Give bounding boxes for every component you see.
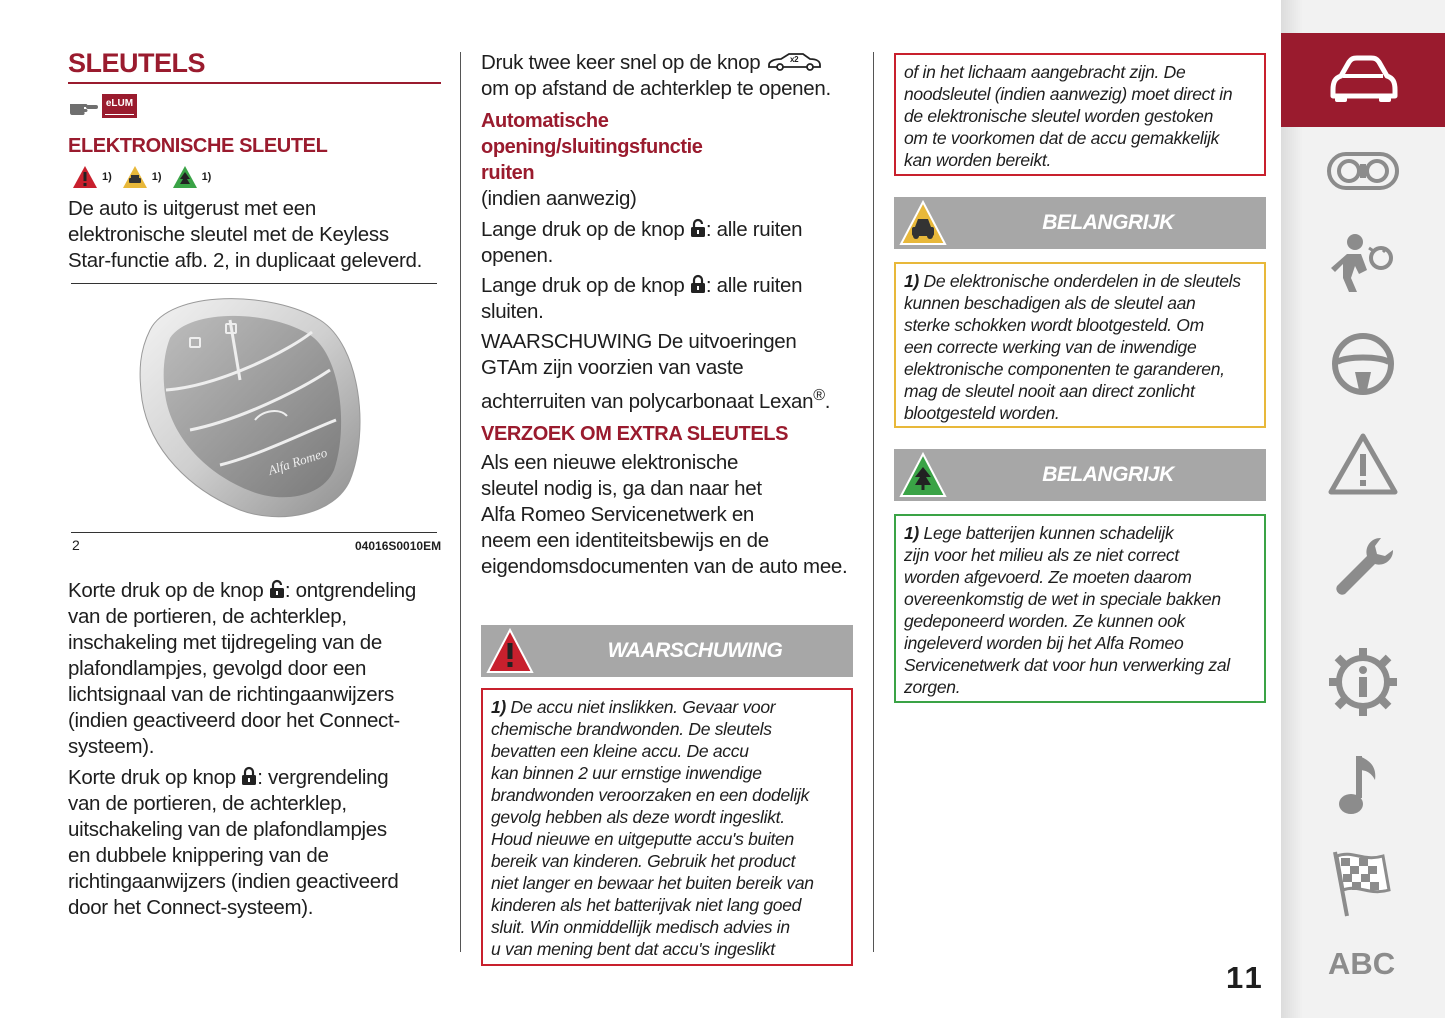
- elum-badge: [102, 94, 137, 118]
- trunk-icon: [766, 51, 824, 71]
- race-flag-icon[interactable]: [1325, 844, 1401, 920]
- red-warning-icon-large: [485, 627, 535, 675]
- warning-band: [481, 625, 853, 677]
- warning-title: WAARSCHUWING: [607, 639, 783, 662]
- sidebar-shade: [1281, 0, 1303, 1018]
- lock-paragraph: Korte druk op knop : vergrendeling van de portieren, de achterklep, uitschakeling van de plafondlampjes en dubbele knippering van de richtingaanwijzers (indien geactiveerd door het Connect-systeem).: [68, 766, 399, 919]
- unlock-paragraph: Korte druk op de knop : ontgrendeling van de portieren, de achterklep, inschakeling met tijdregeling van de plafondlampjes, gevolgd door een lichtsignaal van de richtingaanwijzers (indien geactiveerd door het Connect- systeem).: [68, 579, 416, 758]
- pointing-hand-icon: [68, 96, 100, 123]
- yellow-car-icon: [122, 165, 148, 189]
- hazard-refs: [72, 164, 211, 190]
- figure-bottom-rule: [71, 532, 437, 533]
- ref-2: 1): [151, 171, 162, 183]
- important-title-1: BELANGRIJK: [1042, 211, 1174, 234]
- green-tree-icon: [172, 165, 198, 189]
- warning-icon[interactable]: [1325, 428, 1401, 504]
- unlock-icon-2: [690, 218, 706, 238]
- subtitle: ELEKTRONISCHE SLEUTEL: [68, 135, 328, 157]
- music-icon[interactable]: [1325, 748, 1401, 824]
- ref-1: 1): [102, 171, 112, 183]
- elum-label: eLUM: [105, 98, 134, 109]
- figure-number: 2: [72, 537, 80, 553]
- section-title: SLEUTELS: [68, 48, 206, 78]
- key-fob-illustration: [130, 290, 390, 535]
- extra-keys-text: Als een nieuwe elektronische sleutel nodig is, ga dan naar het Alfa Romeo Servicenetwerk en neem een identiteitsbewijs en de eigendomsdocumenten van de auto mee.: [481, 451, 848, 578]
- auto-windows-heading: Automatische opening/sluitingsfunctie ruiten: [481, 110, 703, 184]
- important-box-2: 1) Lege batterijen kunnen schadelijk zijn voor het milieu als ze niet correct worden afgevoerd. Ze moeten daarom overeenkomstig de wet in speciale bakken gedeponeerd worden. Ze kunnen ook ingeleverd worden bij het Alfa Romeo Servicenetwerk dat voor hun verwerking zal zorgen.: [894, 514, 1266, 703]
- important-box-1: 1) De elektronische onderdelen in de sleutels kunnen beschadigen als de sleutel aan sterke schokken wordt blootgesteld. Om een correcte werking van de inwendige elektronische componenten te garanderen, mag de sleutel nooit aan direct zonlicht blootgesteld worden.: [894, 262, 1266, 428]
- important-band-1: [894, 197, 1266, 249]
- warning-box-continued: of in het lichaam aangebracht zijn. De noodsleutel (indien aanwezig) moet direct in de elektronische sleutel worden gestoken om te voorkomen dat de accu gemakkelijk kan worden bereikt.: [894, 53, 1266, 176]
- fob-brand-text: Alfa Romeo: [266, 444, 329, 478]
- page-number: 11: [1226, 960, 1265, 995]
- steering-wheel-icon[interactable]: [1325, 326, 1401, 402]
- svg-text:x2: x2: [789, 55, 799, 64]
- extra-keys-heading: VERZOEK OM EXTRA SLEUTELS: [481, 423, 789, 445]
- intro-text: De auto is uitgerust met een elektronische sleutel met de Keyless Star-functie afb. 2, in duplicaat geleverd.: [68, 197, 423, 272]
- column-divider-1: [460, 52, 461, 952]
- figure-top-rule: [71, 283, 437, 284]
- auto-windows-text: (indien aanwezig) Lange druk op de knop : alle ruiten openen. Lange druk op de knop : alle ruiten sluiten. WAARSCHUWING De uitvoeringen GTAm zijn voorzien van vaste achterruiten van polycarbonaat Lexan®.: [481, 187, 831, 413]
- unlock-icon: [269, 579, 285, 599]
- green-tree-icon-large: [898, 451, 948, 499]
- lock-icon: [241, 766, 257, 786]
- ref-3: 1): [201, 171, 212, 183]
- lock-icon-2: [690, 274, 706, 294]
- column-divider-2: [873, 52, 874, 952]
- dashboard-icon[interactable]: [1325, 132, 1401, 208]
- important-title-2: BELANGRIJK: [1042, 463, 1174, 486]
- info-gear-icon[interactable]: [1325, 644, 1401, 720]
- car-icon[interactable]: [1325, 42, 1401, 118]
- figure-code: 04016S0010EM: [355, 539, 442, 553]
- yellow-car-icon-large: [898, 199, 948, 247]
- wrench-icon[interactable]: [1325, 530, 1401, 606]
- title-rule: [68, 82, 441, 84]
- red-warning-icon: [72, 165, 98, 189]
- safety-icon[interactable]: [1325, 228, 1401, 304]
- warning-box: 1) De accu niet inslikken. Gevaar voor chemische brandwonden. De sleutels bevatten een kleine accu. De accu kan binnen 2 uur ernstige inwendige brandwonden veroorzaken en een dodelijk gevolg hebben als deze wordt ingeslikt. Houd nieuwe en uitgeputte accu's buiten bereik van kinderen. Gebruik het product niet langer en bewaar het buiten bereik van kinderen als het batterijvak niet lang goed sluit. Win onmiddellijk medisch advies in u van mening bent dat accu's ingeslikt: [481, 688, 853, 966]
- index-label[interactable]: ABC: [1328, 946, 1396, 981]
- important-band-2: [894, 449, 1266, 501]
- trunk-instruction: Druk twee keer snel op de knop x2 om op afstand de achterklep te openen.: [481, 51, 831, 100]
